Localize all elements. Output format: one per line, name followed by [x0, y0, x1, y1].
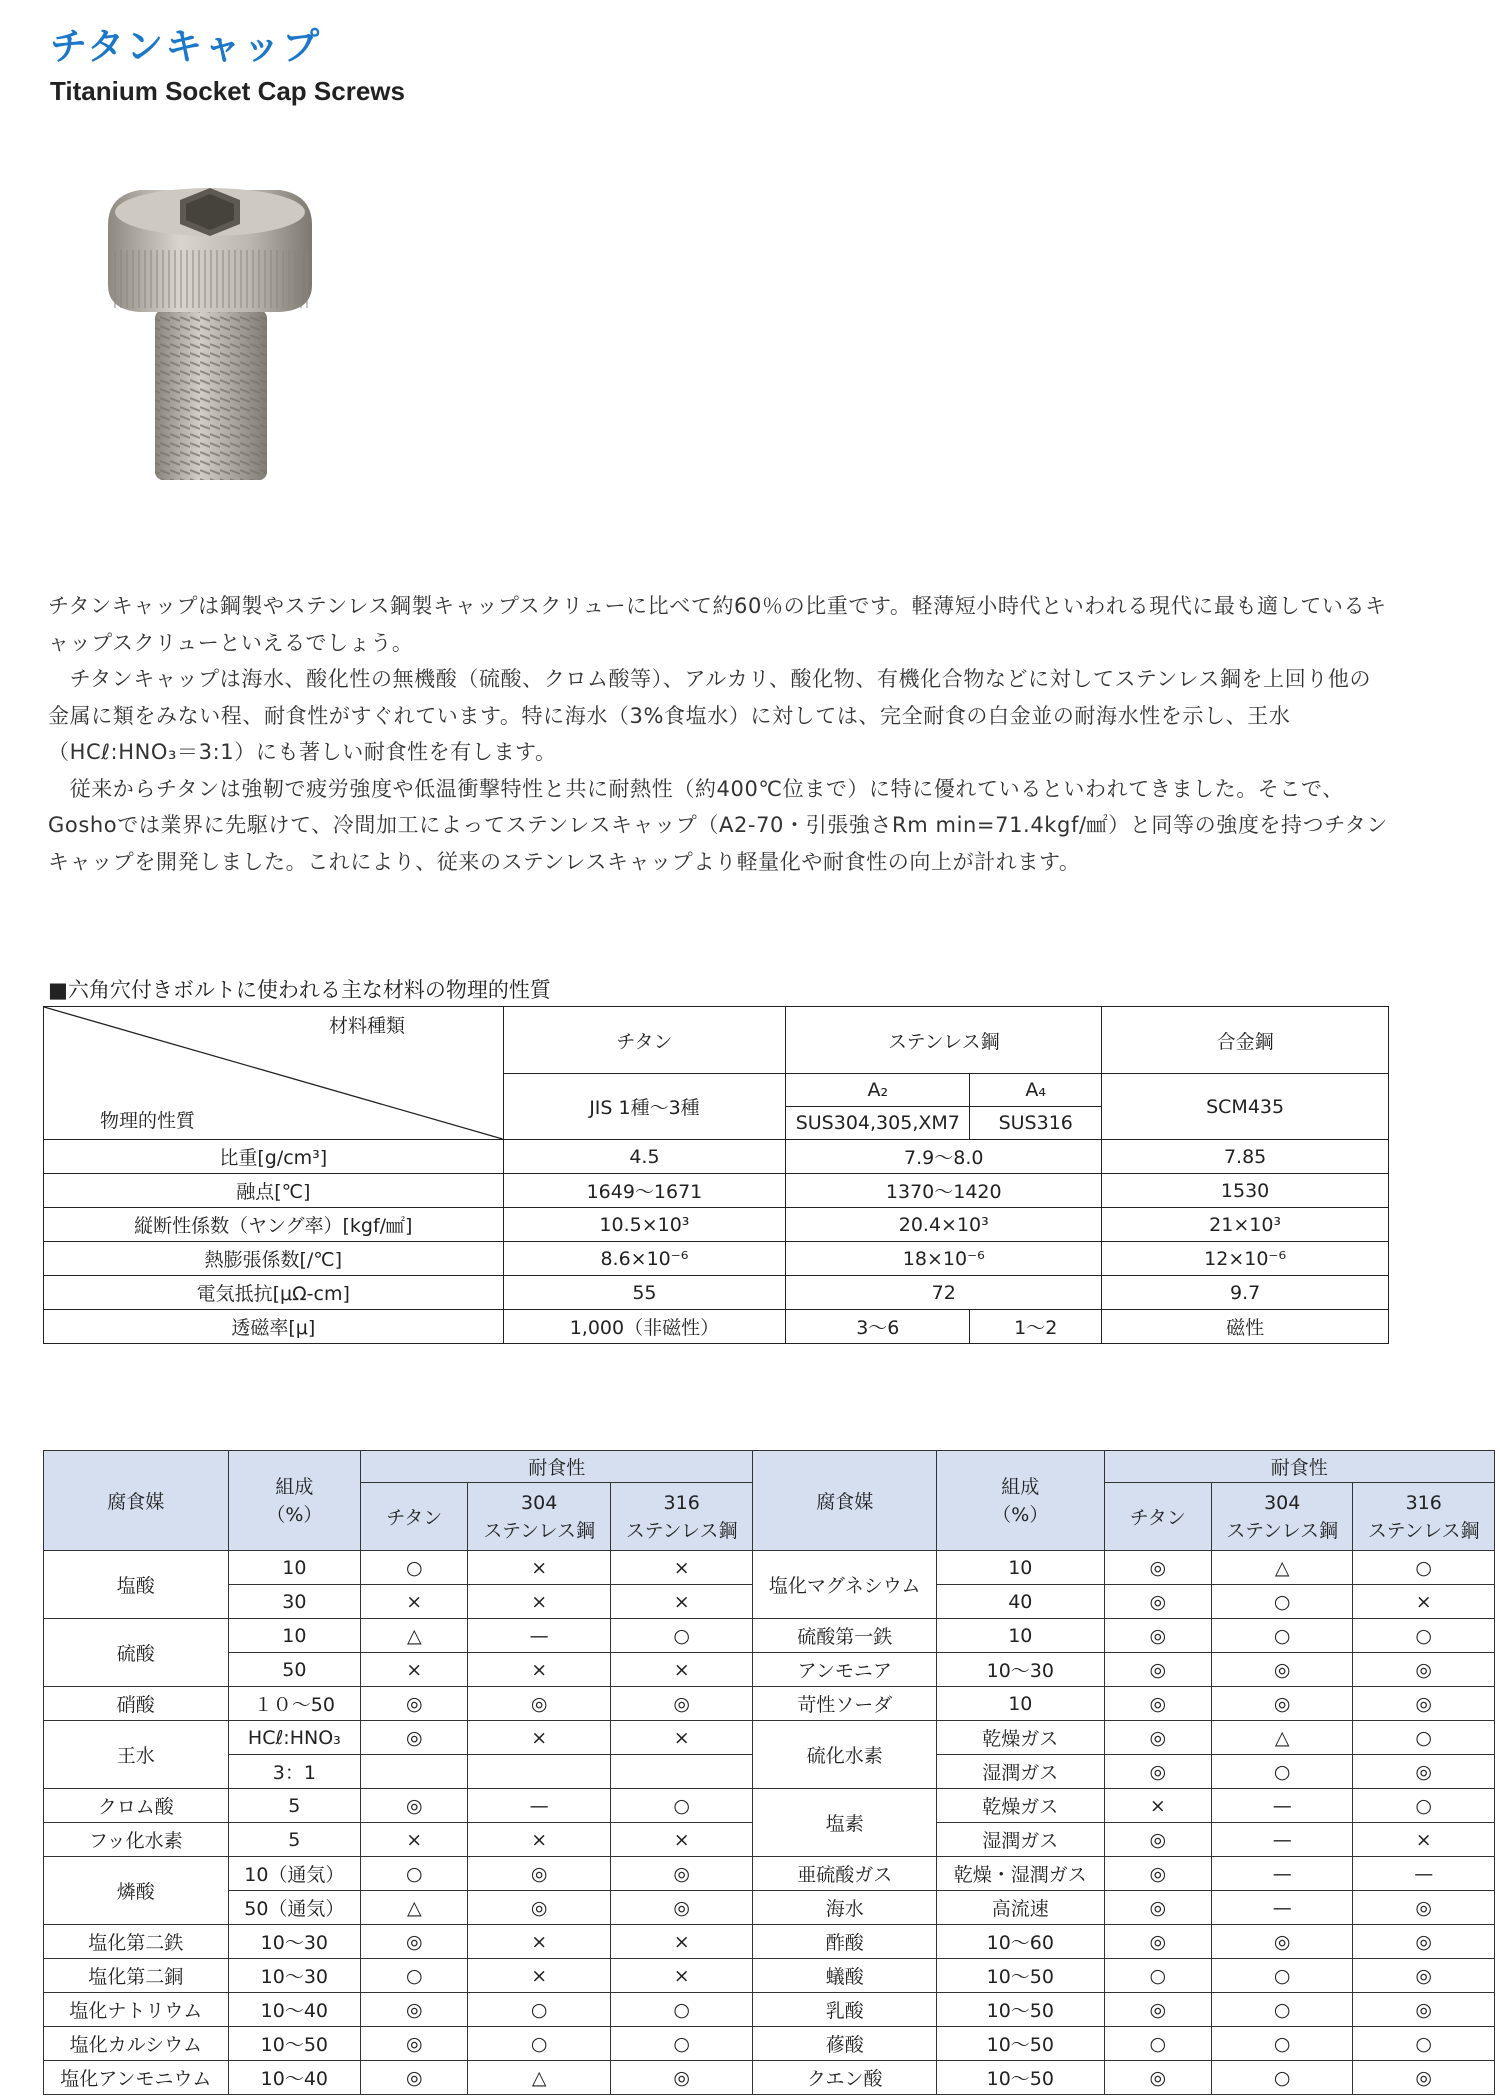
- property-value: 20.4×10³: [786, 1208, 1102, 1242]
- rating-316: ◎: [1353, 1653, 1495, 1687]
- rating-316: ×: [610, 1925, 752, 1959]
- properties-table: [43, 1006, 1389, 1344]
- medium-name: 硫化水素: [753, 1721, 937, 1789]
- property-value: 7.9～8.0: [786, 1140, 1102, 1174]
- table-row: [44, 1857, 1495, 1891]
- medium-name: 塩化ナトリウム: [44, 1993, 229, 2027]
- rating-titanium: ◎: [361, 1993, 468, 2027]
- composition: 50（通気）: [228, 1891, 360, 1925]
- page-title: チタンキャップ: [50, 25, 322, 68]
- medium-name: クロム酸: [44, 1789, 229, 1823]
- property-row: [44, 1174, 1389, 1208]
- composition: 3：1: [228, 1755, 360, 1789]
- rating-304: —: [1211, 1891, 1352, 1925]
- property-value: 55: [503, 1276, 786, 1310]
- intro-paragraph: チタンキャップは海水、酸化性の無機酸（硫酸、クロム酸等）、アルカリ、酸化物、有機化合物などに対してステンレス鋼を上回り他の金属に類をみない程、耐食性がすぐれています。特に海水（3%食塩水）に対しては、完全耐食の白金並の耐海水性を示し、王水（HCℓ:HNO₃＝3:1）にも著しい耐食性を有します。: [48, 667, 1372, 764]
- rating-316: ○: [1353, 1789, 1495, 1823]
- rating-titanium: [361, 1755, 468, 1789]
- header-grade: 316: [1405, 1491, 1442, 1514]
- composition: 10～50: [937, 1959, 1105, 1993]
- medium-name: 塩酸: [44, 1551, 229, 1619]
- rating-304: ×: [468, 1721, 610, 1755]
- rating-titanium: ◎: [1104, 1993, 1211, 2027]
- table-row: [44, 1687, 1495, 1721]
- rating-titanium: ○: [361, 1959, 468, 1993]
- rating-titanium: △: [361, 1619, 468, 1653]
- rating-304: ×: [468, 1585, 610, 1619]
- rating-304: ○: [1211, 1959, 1352, 1993]
- rating-304: ○: [1211, 1993, 1352, 2027]
- rating-316: —: [1353, 1857, 1495, 1891]
- property-value: 1～2: [970, 1310, 1102, 1344]
- sub-a4-grade: SUS316: [970, 1107, 1102, 1140]
- composition: 10～30: [937, 1653, 1105, 1687]
- rating-316: ○: [610, 1993, 752, 2027]
- rating-304: △: [1211, 1551, 1352, 1585]
- property-value: 8.6×10⁻⁶: [503, 1242, 786, 1276]
- header-grade: 316: [663, 1491, 700, 1514]
- rating-304: ×: [468, 1823, 610, 1857]
- rating-titanium: ◎: [361, 2061, 468, 2095]
- medium-name: 硫酸: [44, 1619, 229, 1687]
- rating-titanium: ×: [361, 1585, 468, 1619]
- rating-titanium: ◎: [1104, 1857, 1211, 1891]
- rating-titanium: ◎: [1104, 1721, 1211, 1755]
- intro-text: [48, 588, 1388, 880]
- rating-316: ○: [1353, 1551, 1495, 1585]
- composition: 10: [228, 1551, 360, 1585]
- sub-titanium: JIS 1種～3種: [503, 1074, 786, 1140]
- page-subtitle: Titanium Socket Cap Screws: [50, 76, 405, 106]
- properties-corner-cell: [44, 1007, 504, 1140]
- rating-titanium: ◎: [361, 1925, 468, 1959]
- rating-304: ×: [468, 1925, 610, 1959]
- rating-304: ◎: [468, 1857, 610, 1891]
- rating-304: —: [468, 1789, 610, 1823]
- table-row: [44, 2061, 1495, 2095]
- sub-a2-grade: SUS304,305,XM7: [786, 1107, 970, 1140]
- sub-alloy: SCM435: [1102, 1074, 1389, 1140]
- rating-304: ○: [1211, 1619, 1352, 1653]
- property-value: 3～6: [786, 1310, 970, 1344]
- property-value: 7.85: [1102, 1140, 1389, 1174]
- medium-name: 亜硫酸ガス: [753, 1857, 937, 1891]
- property-label: 比重[g/cm³]: [44, 1140, 504, 1174]
- medium-name: 海水: [753, 1891, 937, 1925]
- composition: 10: [228, 1619, 360, 1653]
- composition: 10～40: [228, 2061, 360, 2095]
- corner-label-property: 物理的性質: [100, 1110, 196, 1132]
- header-composition-label: 組成: [275, 1475, 314, 1498]
- property-label: 電気抵抗[μΩ-cm]: [44, 1276, 504, 1310]
- medium-name: 硫酸第一鉄: [753, 1619, 937, 1653]
- composition: 10～30: [228, 1959, 360, 1993]
- rating-316: ◎: [610, 2061, 752, 2095]
- rating-304: ○: [1211, 2027, 1352, 2061]
- composition: 40: [937, 1585, 1105, 1619]
- intro-paragraph: チタンキャップは鋼製やステンレス鋼製キャップスクリューに比べて約60％の比重です。軽薄短小時代といわれる現代に最も適しているキャップスクリューといえるでしょう。: [48, 594, 1387, 655]
- rating-304: ○: [1211, 1585, 1352, 1619]
- rating-316: ○: [610, 1619, 752, 1653]
- property-label: 透磁率[μ]: [44, 1310, 504, 1344]
- rating-titanium: ○: [1104, 1959, 1211, 1993]
- medium-name: クエン酸: [753, 2061, 937, 2095]
- medium-name: 塩化第二銅: [44, 1959, 229, 1993]
- composition: 湿潤ガス: [937, 1823, 1105, 1857]
- composition: 高流速: [937, 1891, 1105, 1925]
- property-value: 72: [786, 1276, 1102, 1310]
- medium-name: 酢酸: [753, 1925, 937, 1959]
- table-row: [44, 1925, 1495, 1959]
- rating-316: ×: [610, 1823, 752, 1857]
- rating-304: —: [1211, 1823, 1352, 1857]
- header-grade: 304: [521, 1491, 558, 1514]
- rating-304: —: [468, 1619, 610, 1653]
- rating-304: [468, 1755, 610, 1789]
- property-row: [44, 1242, 1389, 1276]
- table-row: [44, 2027, 1495, 2061]
- header-ss304: [468, 1483, 610, 1551]
- composition: 10: [937, 1551, 1105, 1585]
- header-grade-type: ステンレス鋼: [1367, 1519, 1480, 1542]
- composition: 50: [228, 1653, 360, 1687]
- medium-name: 硝酸: [44, 1687, 229, 1721]
- header-grade: 304: [1264, 1491, 1301, 1514]
- rating-titanium: ◎: [1104, 1585, 1211, 1619]
- composition: 5: [228, 1823, 360, 1857]
- property-value: 磁性: [1102, 1310, 1389, 1344]
- property-row: [44, 1208, 1389, 1242]
- medium-name: 蟻酸: [753, 1959, 937, 1993]
- header-stainless: ステンレス鋼: [786, 1007, 1102, 1074]
- property-value: 1530: [1102, 1174, 1389, 1208]
- composition: 乾燥ガス: [937, 1789, 1105, 1823]
- header-composition: [937, 1451, 1105, 1551]
- medium-name: 塩化マグネシウム: [753, 1551, 937, 1619]
- rating-titanium: ◎: [1104, 1653, 1211, 1687]
- property-label: 縦断性係数（ヤング率）[kgf/㎟]: [44, 1208, 504, 1242]
- rating-titanium: ◎: [1104, 1687, 1211, 1721]
- rating-316: ○: [1353, 1619, 1495, 1653]
- rating-304: ◎: [468, 1687, 610, 1721]
- rating-304: ◎: [468, 1891, 610, 1925]
- rating-304: ◎: [1211, 1925, 1352, 1959]
- rating-304: ○: [468, 1993, 610, 2027]
- medium-name: 苛性ソーダ: [753, 1687, 937, 1721]
- property-value: 12×10⁻⁶: [1102, 1242, 1389, 1276]
- medium-name: 燐酸: [44, 1857, 229, 1925]
- rating-316: ◎: [1353, 1755, 1495, 1789]
- property-value: 1649～1671: [503, 1174, 786, 1208]
- medium-name: 塩化カルシウム: [44, 2027, 229, 2061]
- header-grade-type: ステンレス鋼: [1226, 1519, 1339, 1542]
- rating-titanium: ◎: [1104, 1925, 1211, 1959]
- rating-304: ○: [468, 2027, 610, 2061]
- table-row: [44, 1551, 1495, 1585]
- rating-316: ◎: [610, 1687, 752, 1721]
- rating-316: ◎: [1353, 1959, 1495, 1993]
- rating-titanium: ◎: [361, 2027, 468, 2061]
- rating-316: ×: [610, 1959, 752, 1993]
- composition: １０～50: [228, 1687, 360, 1721]
- composition: 10～50: [228, 2027, 360, 2061]
- rating-titanium: ◎: [1104, 1755, 1211, 1789]
- rating-316: ◎: [610, 1891, 752, 1925]
- rating-316: ◎: [1353, 1891, 1495, 1925]
- rating-304: ○: [1211, 2061, 1352, 2095]
- header-composition-unit: （%）: [992, 1503, 1049, 1526]
- table-row: [44, 1891, 1495, 1925]
- rating-316: ◎: [1353, 2061, 1495, 2095]
- property-value: 1,000（非磁性）: [503, 1310, 786, 1344]
- header-composition-label: 組成: [1001, 1475, 1040, 1498]
- composition: 10～50: [937, 1993, 1105, 2027]
- rating-titanium: ○: [361, 1857, 468, 1891]
- property-label: 融点[℃]: [44, 1174, 504, 1208]
- header-titanium: チタン: [503, 1007, 786, 1074]
- rating-316: ×: [1353, 1585, 1495, 1619]
- rating-titanium: ×: [1104, 1789, 1211, 1823]
- rating-304: ×: [468, 1959, 610, 1993]
- header-medium: 腐食媒: [44, 1451, 229, 1551]
- composition: 10～30: [228, 1925, 360, 1959]
- property-row: [44, 1140, 1389, 1174]
- composition: 10～50: [937, 2061, 1105, 2095]
- rating-304: ×: [468, 1653, 610, 1687]
- property-value: 21×10³: [1102, 1208, 1389, 1242]
- rating-316: ×: [610, 1551, 752, 1585]
- medium-name: 王水: [44, 1721, 229, 1789]
- rating-titanium: ○: [1104, 2027, 1211, 2061]
- rating-304: ○: [1211, 1755, 1352, 1789]
- header-resistance: 耐食性: [361, 1451, 753, 1483]
- rating-titanium: ×: [361, 1823, 468, 1857]
- medium-name: アンモニア: [753, 1653, 937, 1687]
- property-row: [44, 1276, 1389, 1310]
- composition: 30: [228, 1585, 360, 1619]
- property-row: [44, 1310, 1389, 1344]
- rating-316: ×: [610, 1653, 752, 1687]
- rating-316: ◎: [1353, 1687, 1495, 1721]
- rating-316: ×: [610, 1585, 752, 1619]
- header-medium: 腐食媒: [753, 1451, 937, 1551]
- composition: 10: [937, 1619, 1105, 1653]
- medium-name: 塩化第二鉄: [44, 1925, 229, 1959]
- property-label: 熱膨張係数[/℃]: [44, 1242, 504, 1276]
- property-value: 4.5: [503, 1140, 786, 1174]
- composition: 10（通気）: [228, 1857, 360, 1891]
- header-ss316: [1353, 1483, 1495, 1551]
- sub-a2: A₂: [786, 1074, 970, 1107]
- rating-titanium: △: [361, 1891, 468, 1925]
- intro-paragraph: 従来からチタンは強靭で疲労強度や低温衝撃特性と共に耐熱性（約400℃位まで）に特に優れているといわれてきました。そこで、Goshoでは業界に先駆けて、冷間加工によってステンレスキャップ（A2-70・引張強さRm min=71.4kgf/㎟）と同等の強度を持つチタンキャップを開発しました。これにより、従来のステンレスキャップより軽量化や耐食性の向上が計れます。: [48, 776, 1388, 874]
- rating-titanium: ◎: [1104, 1619, 1211, 1653]
- composition: 乾燥ガス: [937, 1721, 1105, 1755]
- table-row: [44, 1721, 1495, 1755]
- header-titanium: チタン: [361, 1483, 468, 1551]
- rating-316: ◎: [1353, 1993, 1495, 2027]
- medium-name: 蓚酸: [753, 2027, 937, 2061]
- rating-titanium: ◎: [1104, 1551, 1211, 1585]
- composition: 乾燥・湿潤ガス: [937, 1857, 1105, 1891]
- table-row: [44, 1619, 1495, 1653]
- sub-a4: A₄: [970, 1074, 1102, 1107]
- composition: 10～40: [228, 1993, 360, 2027]
- rating-304: ◎: [1211, 1653, 1352, 1687]
- rating-titanium: ◎: [1104, 2061, 1211, 2095]
- header-resistance: 耐食性: [1104, 1451, 1494, 1483]
- property-value: 10.5×10³: [503, 1208, 786, 1242]
- rating-titanium: ◎: [361, 1721, 468, 1755]
- rating-316: [610, 1755, 752, 1789]
- header-grade-type: ステンレス鋼: [625, 1519, 738, 1542]
- rating-304: —: [1211, 1857, 1352, 1891]
- rating-titanium: ×: [361, 1653, 468, 1687]
- table-row: [44, 1653, 1495, 1687]
- property-value: 18×10⁻⁶: [786, 1242, 1102, 1276]
- rating-304: △: [1211, 1721, 1352, 1755]
- rating-316: ○: [610, 2027, 752, 2061]
- header-alloy: 合金鋼: [1102, 1007, 1389, 1074]
- rating-titanium: ○: [361, 1551, 468, 1585]
- table-row: [44, 1959, 1495, 1993]
- rating-304: —: [1211, 1789, 1352, 1823]
- composition: 10: [937, 1687, 1105, 1721]
- medium-name: 塩化アンモニウム: [44, 2061, 229, 2095]
- property-value: 9.7: [1102, 1276, 1389, 1310]
- corrosion-table: [43, 1450, 1495, 2095]
- composition: 10～60: [937, 1925, 1105, 1959]
- table-row: [44, 1789, 1495, 1823]
- property-value: 1370～1420: [786, 1174, 1102, 1208]
- rating-304: ◎: [1211, 1687, 1352, 1721]
- rating-304: △: [468, 2061, 610, 2095]
- header-ss316: [610, 1483, 752, 1551]
- corner-label-material: 材料種類: [329, 1015, 406, 1037]
- header-titanium: チタン: [1104, 1483, 1211, 1551]
- rating-316: ○: [1353, 1721, 1495, 1755]
- composition: HCℓ:HNO₃: [228, 1721, 360, 1755]
- composition: 湿潤ガス: [937, 1755, 1105, 1789]
- header-composition: [228, 1451, 360, 1551]
- properties-table-title: ■六角穴付きボルトに使われる主な材料の物理的性質: [48, 978, 551, 1002]
- header-composition-unit: （%）: [266, 1503, 323, 1526]
- rating-316: ○: [1353, 2027, 1495, 2061]
- medium-name: 塩素: [753, 1789, 937, 1857]
- composition: 10～50: [937, 2027, 1105, 2061]
- cap-screw-photo: [100, 180, 330, 500]
- medium-name: フッ化水素: [44, 1823, 229, 1857]
- rating-316: ×: [610, 1721, 752, 1755]
- rating-316: ◎: [610, 1857, 752, 1891]
- rating-316: ◎: [1353, 1925, 1495, 1959]
- rating-304: ×: [468, 1551, 610, 1585]
- rating-titanium: ◎: [361, 1789, 468, 1823]
- rating-titanium: ◎: [1104, 1891, 1211, 1925]
- rating-316: ×: [1353, 1823, 1495, 1857]
- rating-titanium: ◎: [361, 1687, 468, 1721]
- rating-316: ○: [610, 1789, 752, 1823]
- header-ss304: [1211, 1483, 1352, 1551]
- table-row: [44, 1993, 1495, 2027]
- composition: 5: [228, 1789, 360, 1823]
- header-grade-type: ステンレス鋼: [483, 1519, 595, 1542]
- rating-titanium: ◎: [1104, 1823, 1211, 1857]
- medium-name: 乳酸: [753, 1993, 937, 2027]
